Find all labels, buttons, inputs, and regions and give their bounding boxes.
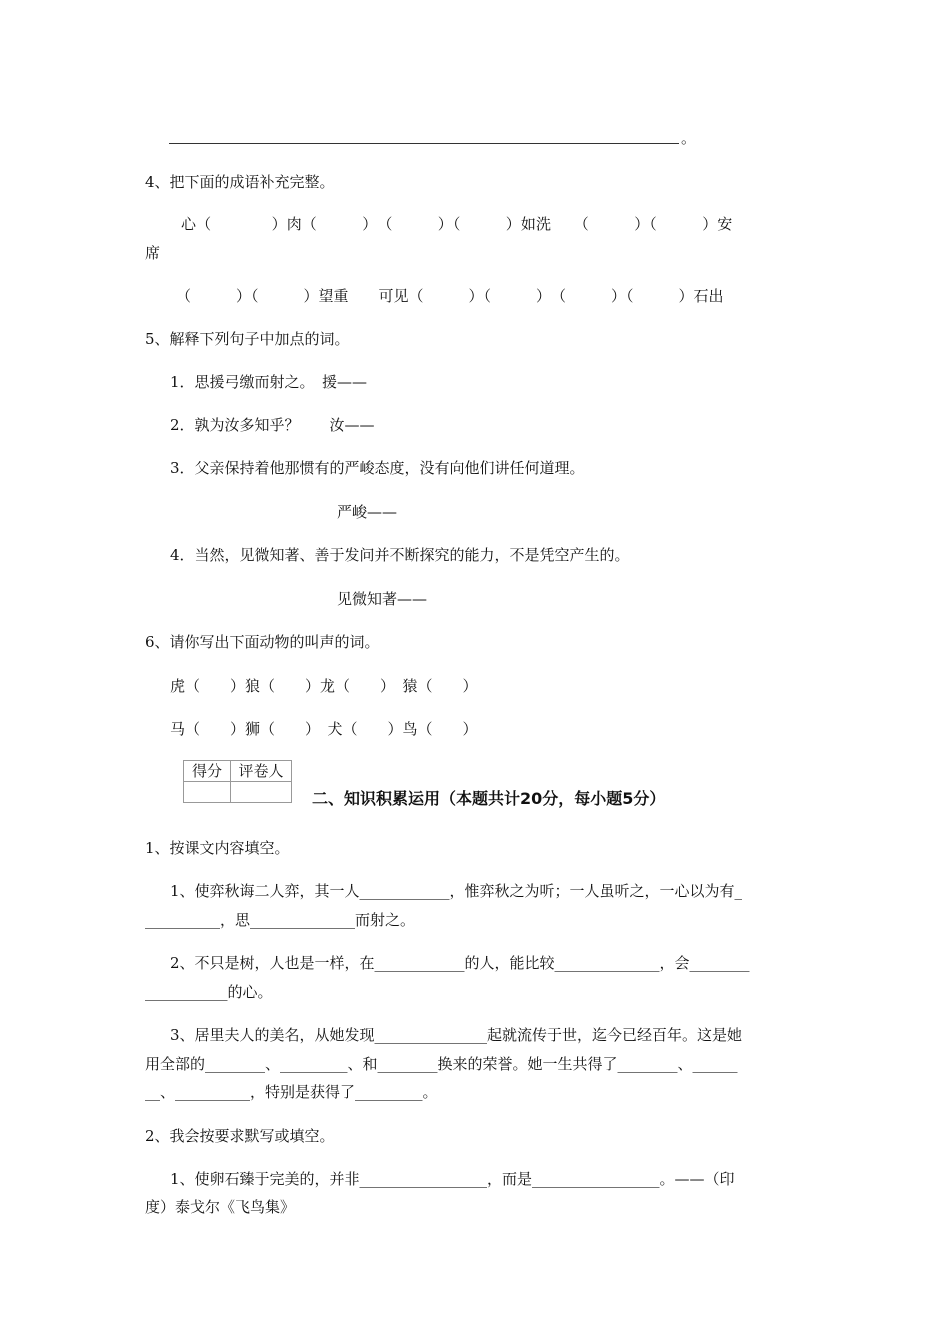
score-table [183,760,292,803]
blank-line-top [169,143,679,144]
q5-item2: 2．孰为汝多知乎？ 汝—— [170,416,375,434]
q5-item4-answer: 见微知著—— [337,590,428,608]
s2-q1-title: 1、按课文内容填空。 [145,839,290,857]
score-cell[interactable] [184,782,231,803]
s2-q2-title: 2、我会按要求默写或填空。 [145,1127,335,1145]
q6-line1: 虎（ ）狼（ ）龙（ ） 猿（ ） [170,677,478,695]
q5-item3-answer: 严峻—— [337,503,398,521]
s2-q1-1b: __________，思______________而射之。 [145,911,416,929]
s2-q1-2a: 2、不只是树，人也是一样，在____________的人，能比较______________，会________ [170,954,750,972]
section2-title: 二、知识积累运用（本题共计20分，每小题5分） [312,789,666,808]
q5-item1: 1．思援弓缴而射之。 援—— [170,373,368,391]
q4-title: 4、把下面的成语补充完整。 [145,173,335,191]
q5-item3: 3．父亲保持着他那惯有的严峻态度，没有向他们讲任何道理。 [170,459,585,477]
q4-line1: 心（ ）肉（ ） （ ）（ ）如洗 （ ）（ ）安 [181,215,733,233]
s2-q2-1a: 1、使卵石臻于完美的，并非_________________，而是_________________。——（印 [170,1170,735,1188]
s2-q2-1b: 度）泰戈尔《飞鸟集》 [145,1198,296,1216]
q4-line2: （ ）（ ）望重 可见（ ）（ ） （ ）（ ）石出 [176,287,724,305]
s2-q1-1a: 1、使弈秋诲二人弈，其一人____________，惟弈秋之为听；一人虽听之，一心以为有_ [170,882,743,900]
s2-q1-2b: ___________的心。 [145,983,273,1001]
q6-title: 6、请你写出下面动物的叫声的词。 [145,633,380,651]
grader-header: 评卷人 [231,761,292,782]
s2-q1-3c: __、__________，特别是获得了_________。 [145,1083,438,1101]
end-mark: 。 [681,129,697,147]
q4-line1b: 席 [145,244,161,262]
grader-cell[interactable] [231,782,292,803]
s2-q1-3a: 3、居里夫人的美名，从她发现_______________起就流传于世，迄今已经百年。这是她 [170,1026,743,1044]
s2-q1-3b: 用全部的________、_________、和________换来的荣誉。她一生共得了________、______ [145,1055,738,1073]
q5-item4: 4．当然，见微知著、善于发问并不断探究的能力，不是凭空产生的。 [170,546,630,564]
score-header: 得分 [184,761,231,782]
q6-line2: 马（ ）狮（ ） 犬（ ）鸟（ ） [170,720,478,738]
q5-title: 5、解释下列句子中加点的词。 [145,330,350,348]
